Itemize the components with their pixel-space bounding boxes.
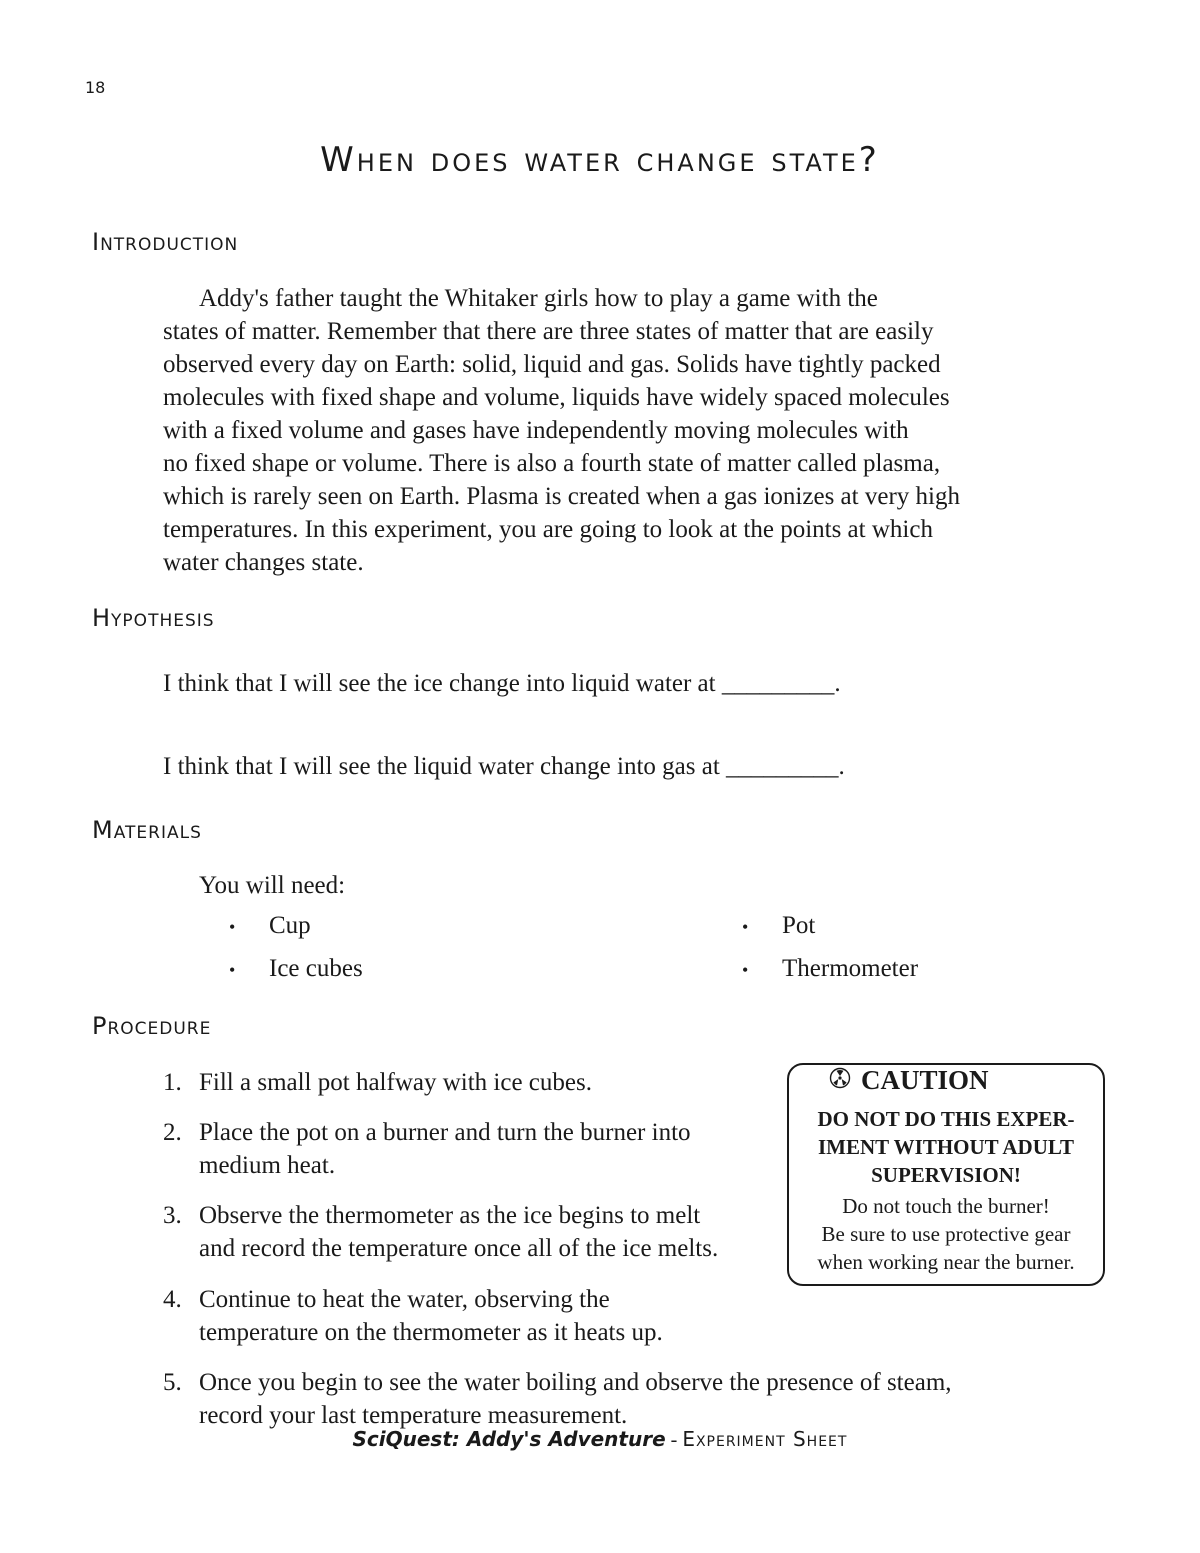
caution-note	[789, 1192, 1103, 1276]
step-line: Observe the thermometer as the ice begins to melt	[199, 1202, 701, 1229]
material-item	[229, 912, 311, 940]
caution-warning-line: SUPERVISION!	[871, 1163, 1021, 1187]
introduction-heading: Introduction	[92, 228, 239, 256]
step-number: 5.	[163, 1369, 182, 1396]
intro-line: temperatures. In this experiment, you are going to look at the points at which	[163, 516, 933, 543]
caution-trefoil-icon	[829, 1067, 851, 1089]
hypothesis-melting: I think that I will see the ice change into liquid water at _________.	[163, 670, 841, 697]
hypothesis-heading: Hypothesis	[92, 604, 215, 632]
intro-line: which is rarely seen on Earth. Plasma is created when a gas ionizes at very high	[163, 483, 960, 510]
caution-warning-line: DO NOT DO THIS EXPER-	[817, 1107, 1075, 1131]
step-line: Continue to heat the water, observing the	[199, 1286, 610, 1313]
caution-title: CAUTION	[861, 1065, 989, 1095]
procedure-heading: Procedure	[92, 1012, 212, 1040]
hypothesis-boiling: I think that I will see the liquid water change into gas at _________.	[163, 753, 845, 780]
intro-line: states of matter. Remember that there are three states of matter that are easily	[163, 318, 934, 345]
step-number: 1.	[163, 1069, 182, 1096]
intro-line: no fixed shape or volume. There is also a fourth state of matter called plasma,	[163, 450, 941, 477]
footer-sheet-label: Experiment Sheet	[682, 1427, 848, 1451]
caution-warning-line: IMENT WITHOUT ADULT	[818, 1135, 1074, 1159]
intro-line: water changes state.	[163, 549, 364, 576]
step-line: record your last temperature measurement.	[199, 1402, 628, 1429]
bullet-icon: •	[742, 916, 749, 937]
caution-warning	[789, 1105, 1103, 1189]
footer-separator: -	[665, 1429, 683, 1451]
material-item	[742, 955, 918, 983]
step-line: and record the temperature once all of the ice melts.	[199, 1235, 719, 1262]
caution-note-line: Do not touch the burner!	[842, 1194, 1050, 1218]
intro-line: molecules with fixed shape and volume, liquids have widely spaced molecules	[163, 384, 950, 411]
material-item	[742, 912, 815, 940]
footer	[0, 1427, 1200, 1452]
step-number: 2.	[163, 1119, 182, 1146]
step-line: Once you begin to see the water boiling and observe the presence of steam,	[199, 1369, 952, 1396]
page-title: When does water change state?	[320, 140, 880, 180]
material-label: Thermometer	[782, 955, 919, 982]
bullet-icon: •	[742, 959, 749, 980]
step-line: Place the pot on a burner and turn the burner into	[199, 1119, 691, 1146]
caution-note-line: Be sure to use protective gear	[821, 1222, 1071, 1246]
intro-line: with a fixed volume and gases have independently moving molecules with	[163, 417, 909, 444]
step-number: 4.	[163, 1286, 182, 1313]
caution-box	[787, 1063, 1105, 1286]
intro-line: Addy's father taught the Whitaker girls how to play a game with the	[199, 285, 878, 312]
page-number: 18	[85, 78, 106, 97]
material-label: Pot	[782, 912, 816, 939]
materials-intro: You will need:	[199, 872, 346, 899]
material-label: Cup	[269, 912, 311, 939]
step-line: Fill a small pot halfway with ice cubes.	[199, 1069, 592, 1096]
step-line: medium heat.	[199, 1152, 336, 1179]
materials-heading: Materials	[92, 816, 202, 844]
introduction-paragraph	[163, 282, 1043, 579]
caution-note-line: when working near the burner.	[817, 1250, 1075, 1274]
caution-header	[829, 1065, 989, 1096]
material-item	[229, 955, 363, 983]
footer-brand: SciQuest: Addy's Adventure	[352, 1427, 666, 1451]
step-line: temperature on the thermometer as it heats up.	[199, 1319, 663, 1346]
intro-line: observed every day on Earth: solid, liquid and gas. Solids have tightly packed	[163, 351, 941, 378]
step-number: 3.	[163, 1202, 182, 1229]
bullet-icon: •	[229, 959, 236, 980]
material-label: Ice cubes	[269, 955, 363, 982]
bullet-icon: •	[229, 916, 236, 937]
